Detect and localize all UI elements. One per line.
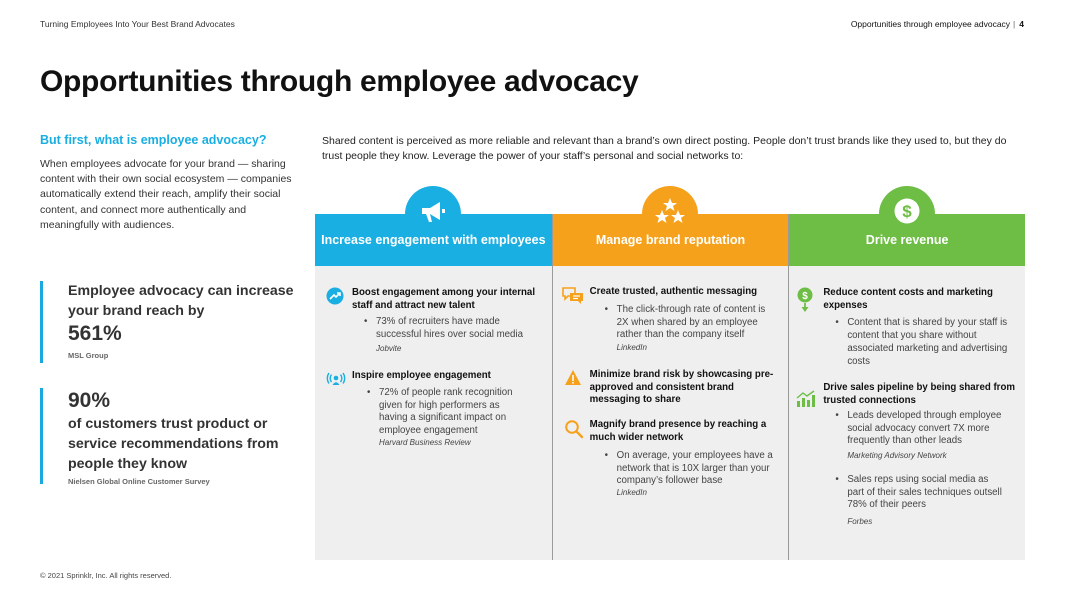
item-bullet: • On average, your employees have a network that is 10X larger than your company’s follower base	[605, 450, 779, 488]
item-bullet: • 72% of people rank recognition given for high performers as having a significant impact on employee engagement	[367, 387, 542, 437]
stat-source: MSL Group	[68, 351, 109, 360]
header-separator: |	[1013, 19, 1016, 29]
item-bullet: • Leads developed through employee social advocacy convert 7X more frequently than other leads	[835, 410, 1015, 448]
item-bullet: • 73% of recruiters have made successful hires over social media	[364, 316, 542, 341]
trend-up-icon	[326, 287, 346, 307]
item-title: Reduce content costs and marketing expenses	[823, 287, 993, 311]
chat-bubbles-icon	[562, 286, 582, 306]
item-title: Create trusted, authentic messaging	[589, 286, 758, 297]
growth-chart-icon	[796, 390, 816, 410]
column-header	[789, 202, 1025, 266]
stat-value: 90%	[68, 389, 111, 412]
stat-value: 561%	[68, 322, 122, 345]
column-heading: Increase engagement with employees	[321, 233, 546, 247]
warning-icon	[564, 369, 584, 389]
lead-paragraph: When employees advocate for your brand — sharing content with their own social ecosystem — companies automatically extend their reach, amplify their social content, and connect more authentically and meaningfully with audiences.	[40, 158, 292, 231]
item-title: Boost engagement among your internal staff and attract new talent	[352, 287, 536, 311]
item-bullet: • The click-through rate of content is 2X when shared by an employee rather than the company itself	[605, 304, 779, 342]
page-title: Opportunities through employee advocacy	[40, 65, 639, 98]
broadcast-person-icon	[326, 370, 346, 390]
stat-callout-reach	[40, 281, 300, 363]
item-title: Inspire employee engagement	[352, 370, 491, 381]
magnifier-icon	[564, 419, 584, 439]
column-header	[315, 214, 552, 266]
item-title: Drive sales pipeline by being shared from trusted connections	[823, 382, 1015, 406]
stat-callout-trust	[40, 388, 300, 484]
item-source: Harvard Business Review	[379, 438, 471, 447]
header-section	[851, 19, 1024, 29]
header-document-title: Turning Employees Into Your Best Brand Advocates	[40, 19, 235, 29]
stat-text: Employee advocacy can increase your brand reach by	[68, 283, 294, 319]
opportunity-columns	[315, 202, 1025, 560]
item-source: Jobvite	[376, 344, 402, 353]
header-section-title: Opportunities through employee advocacy	[850, 19, 1011, 29]
page-number: 4	[1019, 19, 1024, 29]
item-title: Minimize brand risk by showcasing pre-approved and consistent brand messaging to share	[589, 369, 774, 405]
stat-text: of customers trust product or service recommendations from people they know	[68, 416, 279, 472]
column-reputation	[552, 214, 789, 560]
item-bullet: • Sales reps using social media as part of their sales techniques outsell 78% of their peers	[835, 474, 1005, 512]
intro-paragraph: Shared content is perceived as more reliable and relevant than a brand’s own direct posting. People don’t trust brands like they used to, but they do trust people they know. Leverage the power of your staff’s personal and social networks to:	[322, 135, 1007, 163]
column-heading: Manage brand reputation	[595, 233, 746, 247]
item-title: Magnify brand presence by reaching a much wider network	[589, 419, 767, 443]
stat-source: Nielsen Global Online Customer Survey	[68, 477, 210, 486]
column-revenue	[788, 202, 1025, 560]
footer-copyright: © 2021 Sprinklr, Inc. All rights reserved.	[40, 571, 172, 580]
item-bullet: • Content that is shared by your staff is content that you share without associated marketing and advertising costs	[835, 316, 1013, 368]
item-source: Marketing Advisory Network	[847, 451, 947, 460]
item-source: Forbes	[847, 517, 873, 526]
item-source: LinkedIn	[616, 343, 647, 352]
column-header	[553, 214, 789, 266]
svg-text:$: $	[902, 202, 912, 221]
lead-heading: But first, what is employee advocacy?	[40, 133, 267, 147]
item-source: LinkedIn	[616, 488, 647, 497]
column-engagement	[315, 214, 552, 560]
column-heading: Drive revenue	[865, 233, 949, 247]
dollar-down-icon	[797, 287, 817, 307]
svg-text:$: $	[802, 291, 809, 302]
